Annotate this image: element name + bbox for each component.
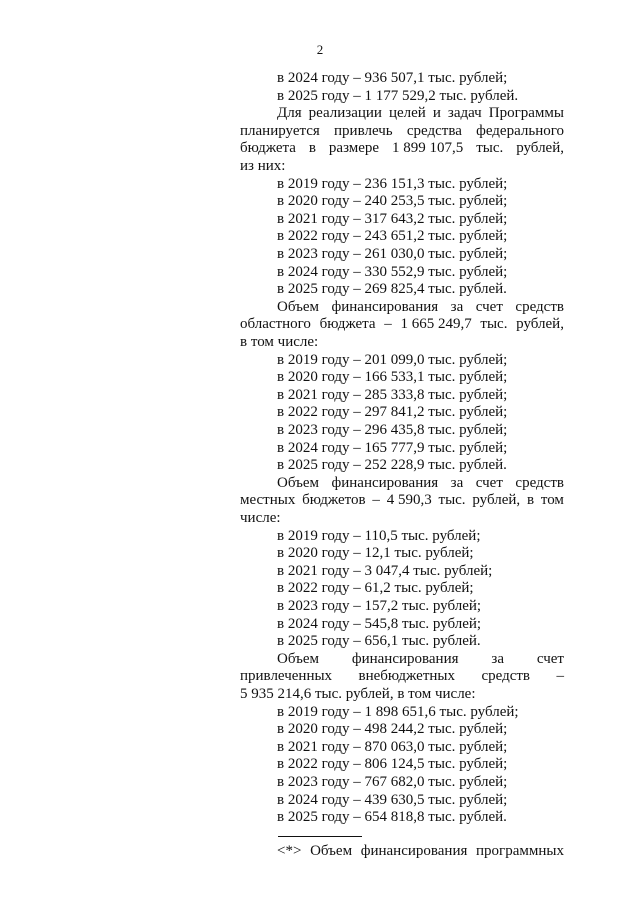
word: программных [476, 843, 564, 859]
word: средств [515, 474, 564, 491]
word: планируется [240, 122, 320, 139]
footnote-line [277, 843, 564, 860]
word: средств [481, 668, 530, 685]
year-amount-item: в 2019 году – 1 898 651,6 тыс. рублей; [277, 703, 519, 720]
year-amount-item: в 2025 году – 1 177 529,2 тыс. рублей. [277, 87, 519, 104]
year-amount-item: в 2025 году – 656,1 тыс. рублей. [277, 633, 481, 650]
year-amount-item: в 2024 году – 165 777,9 тыс. рублей; [277, 439, 508, 456]
year-amount-item: в 2022 году – 806 124,5 тыс. рублей; [277, 756, 508, 773]
word: бюджетов [302, 492, 366, 509]
year-amount-item: в 2021 году – 3 047,4 тыс. рублей; [277, 562, 493, 579]
word: Объем [277, 298, 319, 315]
year-amount-item: в 2022 году – 297 841,2 тыс. рублей; [277, 404, 508, 421]
word: внебюджетных [358, 668, 455, 685]
word: 1 665 249,7 [400, 316, 472, 333]
word: в [308, 140, 316, 157]
word: финансирования [331, 474, 439, 491]
year-amount-item: в 2025 году – 269 825,4 тыс. рублей. [277, 281, 507, 298]
year-amount-item: в 2019 году – 236 151,3 тыс. рублей; [277, 175, 508, 192]
year-amount-item: в 2021 году – 870 063,0 тыс. рублей; [277, 738, 508, 755]
word: привлеченных [240, 668, 333, 685]
year-amount-item: в 2020 году – 12,1 тыс. рублей; [277, 545, 474, 562]
year-amount-item: в 2024 году – 330 552,9 тыс. рублей; [277, 263, 508, 280]
word: счет [475, 474, 503, 491]
word: рублей, [516, 140, 564, 157]
word: – [384, 316, 392, 333]
word: счет [536, 650, 564, 667]
year-amount-item: в 2020 году – 240 253,5 тыс. рублей; [277, 193, 508, 210]
year-amount-item: в 2021 году – 285 333,8 тыс. рублей; [277, 386, 508, 403]
word: размере [328, 140, 380, 157]
federal-paragraph-line [240, 140, 564, 157]
word: <*> [277, 843, 302, 859]
word: за [491, 650, 504, 667]
word: – [372, 492, 380, 509]
word: финансирования [351, 650, 459, 667]
year-amount-item: в 2020 году – 166 533,1 тыс. рублей; [277, 369, 508, 386]
word: местных [240, 492, 296, 509]
word: финансирования [360, 843, 468, 859]
year-amount-item: в 2025 году – 654 818,8 тыс. рублей. [277, 809, 507, 826]
local-paragraph-line: числе: [240, 510, 281, 526]
word: за [450, 474, 464, 491]
word: тыс. [438, 492, 466, 509]
year-amount-item: в 2024 году – 439 630,5 тыс. рублей; [277, 791, 508, 808]
extrabudgetary-paragraph-line: 5 935 214,6 тыс. рублей, в том числе: [240, 686, 476, 702]
year-amount-item: в 2022 году – 61,2 тыс. рублей; [277, 580, 474, 597]
word: тыс. [476, 140, 504, 157]
word: финансирования [331, 298, 439, 315]
year-amount-item: в 2025 году – 252 228,9 тыс. рублей. [277, 457, 507, 474]
extrabudgetary-paragraph-line [240, 668, 564, 685]
word: 4 590,3 [386, 492, 432, 509]
word: привлечь [334, 122, 393, 139]
year-amount-item: в 2023 году – 296 435,8 тыс. рублей; [277, 422, 508, 438]
word: Объем [310, 843, 353, 859]
word: в [526, 492, 535, 509]
word: задач [447, 105, 482, 122]
federal-paragraph-line [277, 105, 564, 122]
word: 1 899 107,5 [392, 140, 464, 157]
word: тыс. [480, 316, 508, 333]
extrabudgetary-paragraph-line [277, 651, 564, 668]
word: Программы [488, 105, 564, 122]
year-amount-item: в 2023 году – 261 030,0 тыс. рублей; [277, 246, 508, 262]
federal-paragraph-line [240, 123, 564, 140]
word: областного [240, 316, 311, 333]
year-amount-item: в 2023 году – 157,2 тыс. рублей; [277, 598, 482, 614]
footnote-separator [278, 836, 362, 837]
regional-paragraph-line [240, 316, 564, 333]
word: Для [277, 105, 302, 122]
word: Объем [277, 650, 319, 667]
year-amount-item: в 2019 году – 110,5 тыс. рублей; [277, 527, 481, 544]
word: Объем [277, 474, 319, 491]
word: бюджета [240, 140, 296, 157]
year-amount-item: в 2019 году – 201 099,0 тыс. рублей; [277, 351, 508, 368]
word: федерального [476, 122, 564, 139]
year-amount-item: в 2022 году – 243 651,2 тыс. рублей; [277, 228, 508, 245]
year-amount-item: в 2023 году – 767 682,0 тыс. рублей; [277, 774, 508, 790]
year-amount-item: в 2020 году – 498 244,2 тыс. рублей; [277, 721, 508, 738]
word: рублей, [472, 492, 521, 509]
word: том [540, 492, 564, 509]
word: счет [475, 298, 503, 315]
federal-paragraph-line: из них: [240, 158, 286, 174]
word: и [432, 105, 441, 122]
word: средства [406, 122, 462, 139]
word: – [556, 668, 564, 685]
word: бюджета [319, 316, 376, 333]
word: средств [515, 298, 564, 315]
word: целей [388, 105, 426, 122]
local-paragraph-line [240, 492, 564, 509]
year-amount-item: в 2024 году – 936 507,1 тыс. рублей; [277, 70, 508, 86]
page-number: 2 [316, 42, 324, 57]
regional-paragraph-line: в том числе: [240, 334, 319, 350]
year-amount-item: в 2024 году – 545,8 тыс. рублей; [277, 615, 482, 632]
word: за [450, 298, 464, 315]
regional-paragraph-line [277, 299, 564, 316]
word: рублей, [516, 316, 564, 333]
year-amount-item: в 2021 году – 317 643,2 тыс. рублей; [277, 210, 508, 227]
word: реализации [308, 105, 382, 122]
local-paragraph-line [277, 475, 564, 492]
